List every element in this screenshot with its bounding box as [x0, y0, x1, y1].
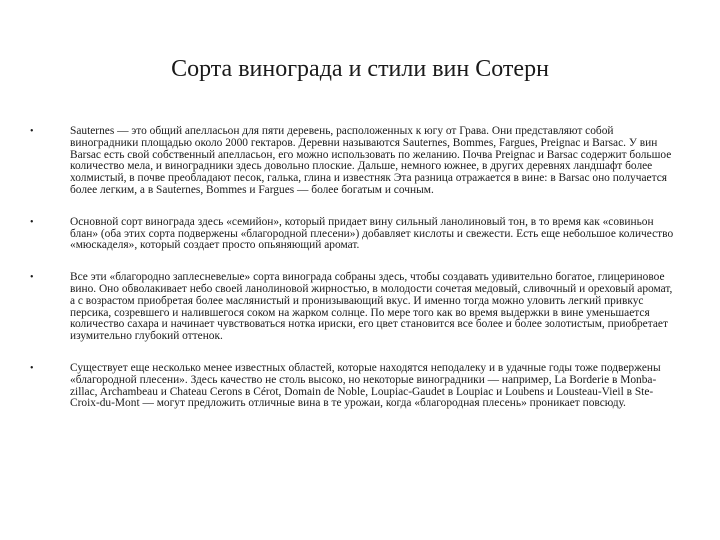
bullet-text: Существует еще несколько менее известных областей, которые находятся неподалеку и в удачные годы тоже подвержены «благородной плесени». Здесь качество не столь высоко, но некоторые виноградники — например, La Borderie в Monba-zillac, Archambeau и Chateau Cerons в Cérot, Domain de Noble, Loupiac-Gaudet в Loupiac и Loubens и Lousteau-Vieil в Ste-Croix-du-Mont — могут предложить отличные вина в те урожаи, когда «благородная плесень» проникает повсюду.	[70, 361, 661, 410]
bullet-text: Sauternes — это общий апелласьон для пяти деревень, расположенных к югу от Грава. Они представляют собой виноградники площадью около 2000 гектаров. Деревни называются Sauternes, Bommes, Fargues, Preignac и Barsac. У вин Barsac есть свой собственный апелласьон, его можно использовать по желанию. Почва Preignac и Barsac содержит большое количество мела, и виноградники здесь довольно плоские. Дальше, немного южнее, в других деревнях ландшафт более холмистый, в почве преобладают песок, галька, глина и известняк Эта разница отражается в вине: в Barsac оно получается более легким, а в Sauternes, Bommes и Fargues — более богатым и сочным.	[70, 125, 672, 196]
bullet-marker: •	[30, 272, 34, 284]
bullet-list	[30, 126, 680, 410]
bullet-marker: •	[30, 126, 34, 137]
bullet-marker: •	[30, 216, 34, 228]
slide-title: Сорта винограда и стили вин Сотерн	[171, 56, 549, 82]
bullet-text: Все эти «благородно заплесневелые» сорта винограда собраны здесь, чтобы создавать удивительно богатое, глицериновое вино. Оно обволакивает небо своей ланолиновой жирностью, в молодости сочетая медовый, сливочный и ореховый аромат, а с возрастом приобретая более маслянистый и пронизывающий вкус. И именно тогда можно уловить легкий привкус персика, созревшего и налившегося соком на жарком солнце. По мере того как во время выдержки в вине уменьшается количество сахара и начинает чувствоваться нотка ириски, его цвет становится все более и более золотистым, приобретает изумительно глубокий оттенок.	[70, 271, 673, 343]
bullet-item-appellation	[30, 126, 680, 197]
bullet-item-wine-style	[30, 272, 680, 343]
bullet-marker: •	[30, 362, 34, 374]
bullet-item-grape-varieties	[30, 217, 680, 252]
bullet-text: Основной сорт винограда здесь «семийон», который придает вину сильный ланолиновый тон, в то время как «совиньон блан» (оба этих сорта подвержены «благородной плесени») добавляет кислоты и свежести. Есть еще небольшое количество «мюскаделя», который создает просто опьяняющий аромат.	[70, 215, 674, 252]
bullet-item-other-regions	[30, 363, 680, 410]
